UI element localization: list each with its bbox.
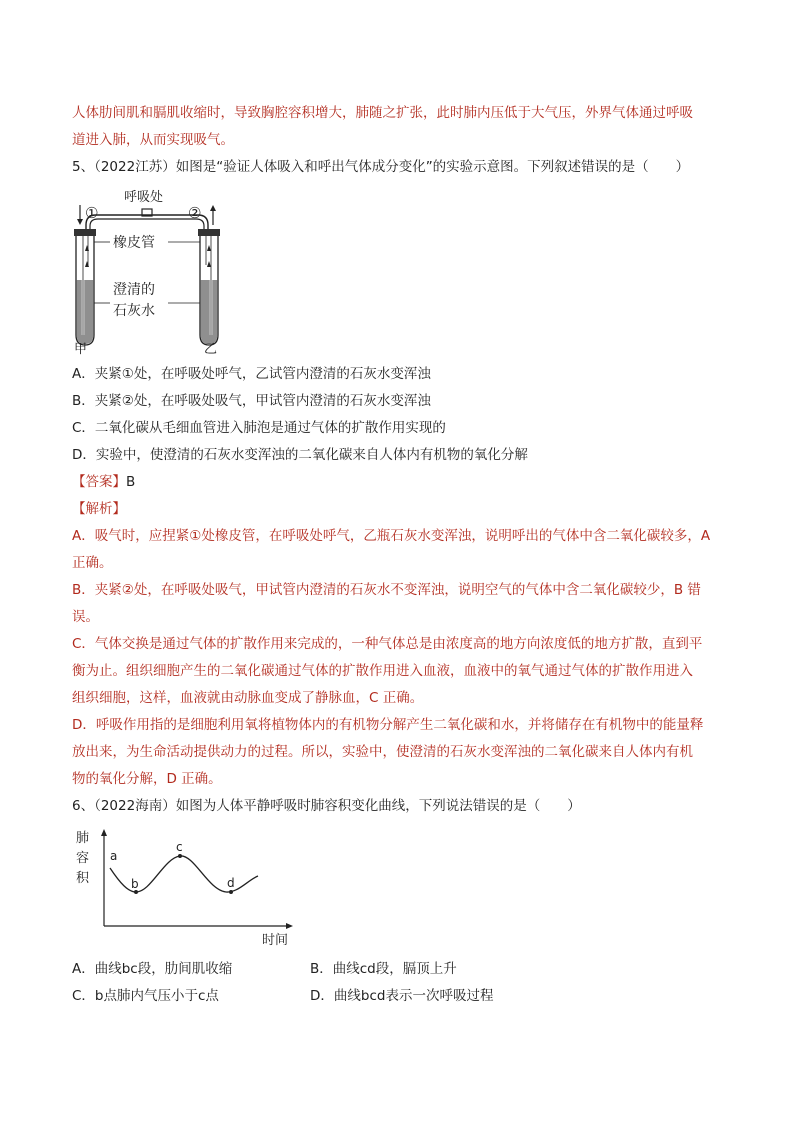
question-6-options bbox=[72, 956, 732, 1010]
options-row-2 bbox=[72, 983, 732, 1010]
figure-label-breathing-point: 呼吸处 bbox=[124, 190, 164, 205]
answer-value: B bbox=[126, 474, 136, 490]
figure-label-clamp-2: ② bbox=[188, 204, 202, 222]
point-label-b: b bbox=[131, 877, 139, 891]
question-6-title: 6、（2022海南）如图为人体平静呼吸时肺容积变化曲线，下列说法错误的是（ ） bbox=[72, 798, 581, 814]
limewater-left bbox=[77, 280, 94, 344]
limewater-right bbox=[201, 280, 218, 344]
figure-label-limewater-2: 石灰水 bbox=[113, 303, 155, 319]
document-page bbox=[72, 100, 732, 1010]
answer-line bbox=[72, 469, 732, 496]
answer-tag: 【答案】 bbox=[72, 474, 126, 490]
intro-line-2: 道进入肺，从而实现吸气。 bbox=[72, 132, 234, 148]
stopper-left bbox=[74, 229, 96, 236]
rubber-tube-inner bbox=[90, 219, 204, 231]
point-label-a: a bbox=[110, 849, 118, 863]
outlet-arrowhead-icon bbox=[210, 205, 216, 211]
figure-xlabel: 时间 bbox=[262, 933, 289, 948]
analysis-line: 衡为止。组织细胞产生的二氧化碳通过气体的扩散作用进入血液，血液中的氧气通过气体的扩散作用进入 bbox=[72, 663, 693, 679]
intro-paragraph bbox=[72, 100, 732, 154]
analysis-line: 物的氧化分解，D 正确。 bbox=[72, 771, 222, 787]
y-axis-arrow-icon bbox=[101, 829, 107, 836]
x-axis-arrow-icon bbox=[286, 923, 293, 929]
option-5d: D．实验中，使澄清的石灰水变浑浊的二氧化碳来自人体内有机物的氧化分解 bbox=[72, 447, 528, 463]
figure-label-tube-b: 乙 bbox=[204, 342, 218, 355]
inlet-arrowhead-icon bbox=[77, 219, 83, 225]
point-label-d: d bbox=[227, 876, 235, 890]
option-5a: A．夹紧①处，在呼吸处呼气，乙试管内澄清的石灰水变浑浊 bbox=[72, 366, 431, 382]
figure-label-rubber-tube: 橡皮管 bbox=[113, 235, 155, 251]
option-6d: D．曲线bcd表示一次呼吸过程 bbox=[310, 988, 494, 1004]
curve-point-c bbox=[178, 854, 182, 858]
analysis-line: 误。 bbox=[72, 609, 99, 625]
figure-ylabel-2: 容 bbox=[76, 851, 90, 866]
options-row-1 bbox=[72, 956, 732, 983]
analysis-line: 正确。 bbox=[72, 555, 113, 571]
curve-point-d bbox=[229, 890, 233, 894]
figure-ylabel-1: 肺 bbox=[76, 831, 90, 846]
analysis-line: 放出来，为生命活动提供动力的过程。所以，实验中，使澄清的石灰水变浑浊的二氧化碳来自人体内有机 bbox=[72, 744, 693, 760]
intro-line-1: 人体肋间肌和膈肌收缩时，导致胸腔容积增大，肺随之扩张，此时肺内压低于大气压，外界气体通过呼吸 bbox=[72, 105, 693, 121]
option-5c: C．二氧化碳从毛细血管进入肺泡是通过气体的扩散作用实现的 bbox=[72, 420, 446, 436]
stopper-right bbox=[198, 229, 220, 236]
question-5-title: 5、（2022江苏）如图是“验证人体吸入和呼出气体成分变化”的实验示意图。下列叙述错误的是（ ） bbox=[72, 159, 690, 175]
analysis-line: D．呼吸作用指的是细胞利用氧将植物体内的有机物分解产生二氧化碳和水，并将储存在有机物中的能量释 bbox=[72, 717, 704, 733]
analysis-line: 组织细胞，这样，血液就由动脉血变成了静脉血，C 正确。 bbox=[72, 690, 424, 706]
lung-volume-curve-figure bbox=[76, 828, 306, 948]
figure-ylabel-3: 积 bbox=[76, 871, 90, 886]
analysis-line: A．吸气时，应捏紧①处橡皮管，在呼吸处呼气，乙瓶石灰水变浑浊，说明呼出的气体中含二氧化碳较多，A bbox=[72, 528, 711, 544]
question-6 bbox=[72, 793, 732, 1010]
analysis-tag: 【解析】 bbox=[72, 501, 126, 517]
figure-label-clamp-1: ① bbox=[85, 204, 99, 222]
option-5b: B．夹紧②处，在呼吸处吸气，甲试管内澄清的石灰水变浑浊 bbox=[72, 393, 431, 409]
figure-label-tube-a: 甲 bbox=[74, 342, 88, 355]
option-6b: B．曲线cd段，膈顶上升 bbox=[310, 961, 457, 977]
question-5-options bbox=[72, 361, 732, 469]
analysis-body bbox=[72, 523, 732, 793]
analysis-line: C．气体交换是通过气体的扩散作用来完成的，一种气体总是由浓度高的地方向浓度低的地方扩散，直到平 bbox=[72, 636, 703, 652]
option-6c: C．b点肺内气压小于c点 bbox=[72, 988, 219, 1004]
breathing-experiment-figure bbox=[72, 185, 222, 355]
question-5 bbox=[72, 154, 732, 793]
figure-label-limewater-1: 澄清的 bbox=[113, 282, 155, 298]
analysis-line: B．夹紧②处，在呼吸处吸气，甲试管内澄清的石灰水不变浑浊，说明空气的气体中含二氧化碳较少，B 错 bbox=[72, 582, 701, 598]
option-6a: A．曲线bc段，肋间肌收缩 bbox=[72, 961, 233, 977]
point-label-c: c bbox=[176, 840, 183, 854]
